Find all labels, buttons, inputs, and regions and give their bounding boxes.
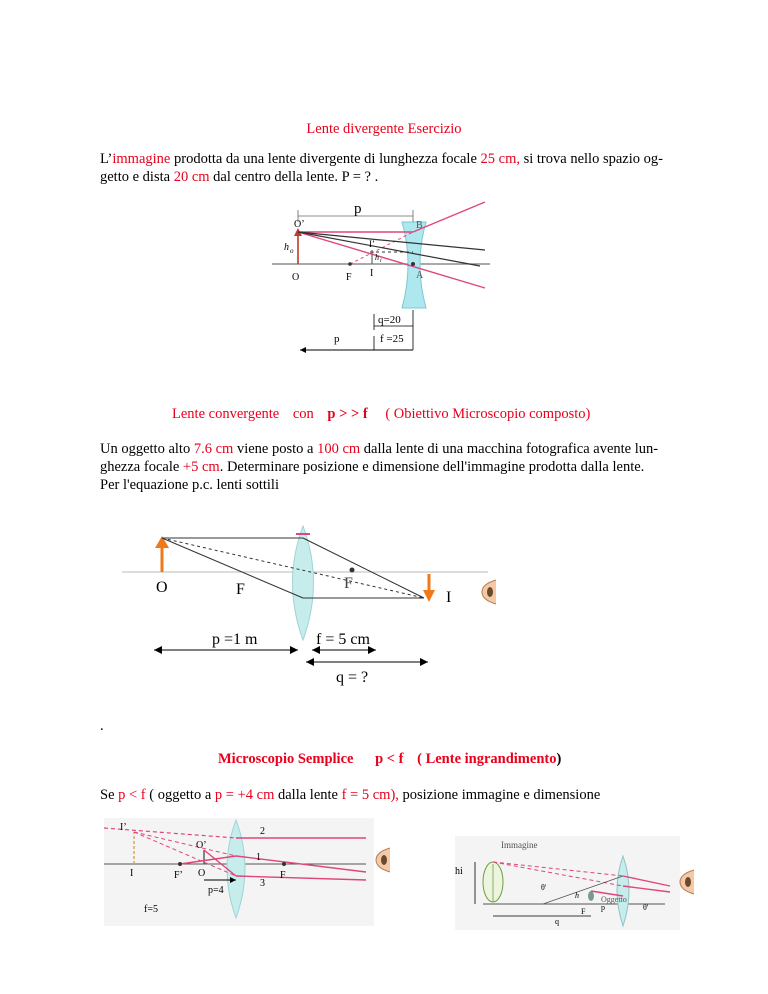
s3-p: p = +4 cm <box>214 787 275 803</box>
s2-height: 7.6 cm <box>193 441 234 457</box>
fig2-I: I <box>446 589 452 606</box>
s2-text: viene posto a <box>233 441 318 457</box>
s2-title-c: p > > f <box>327 406 368 422</box>
fig4-hi: hi <box>455 866 463 877</box>
fig3-Oprime: O’ <box>196 840 207 851</box>
fig4-F: F <box>581 907 586 916</box>
s3-title-d: ) <box>556 751 562 767</box>
stray-dot: . <box>100 718 104 734</box>
fig3-Fprime: F’ <box>174 870 183 881</box>
fig4-theta: θ' <box>643 903 649 912</box>
fig3-O: O <box>198 868 206 879</box>
fig3-f: f=5 <box>144 904 158 915</box>
lens-shape <box>293 526 314 640</box>
fig4-immagine: Immagine <box>501 840 538 850</box>
fig1-f: f =25 <box>380 333 404 345</box>
s2-title-b: con <box>292 406 314 422</box>
fig1-A: A <box>416 270 424 281</box>
s1-text: prodotta da una lente divergente di lunghezza focale <box>170 151 481 167</box>
fig1-p: p <box>354 201 362 217</box>
s3-text: dalla lente <box>274 787 342 803</box>
fig1-hi: h <box>375 253 379 262</box>
fig3-1: 1 <box>256 852 261 863</box>
fig1-F: F <box>346 272 352 283</box>
figure-converging-lens <box>120 522 490 702</box>
s1-text: L’ <box>100 151 113 167</box>
s2-text: Per l'equazione p.c. lenti sottili <box>100 477 279 493</box>
fig2-f: f = 5 cm <box>316 631 370 648</box>
s1-immagine: immagine <box>112 151 171 167</box>
fig3-2: 2 <box>260 826 265 837</box>
s1-dist: 20 cm <box>173 169 210 185</box>
eye-icon <box>372 846 392 874</box>
figure-magnifier <box>455 836 680 930</box>
fig2-F: F <box>236 581 245 598</box>
s3-title-a: Microscopio Semplice <box>218 751 354 767</box>
fig1-hi-sub: i <box>380 258 382 264</box>
s2-text: Un oggetto alto <box>100 441 194 457</box>
fig4-theta-prime: θ' <box>541 883 547 892</box>
fig3-I: I <box>130 868 134 879</box>
section3-title <box>218 750 561 768</box>
figure-diverging-lens <box>270 200 510 360</box>
s1-text: dal centro della lente. P = ? . <box>209 169 379 185</box>
fig4-p: p <box>601 903 605 912</box>
section1-paragraph <box>100 150 680 186</box>
fig2-F2: F <box>344 575 353 592</box>
s2-focal: +5 cm <box>182 459 220 475</box>
fig1-q: q=20 <box>378 314 401 326</box>
fig1-I: I <box>370 268 374 279</box>
eye-icon <box>478 578 498 606</box>
fig4-oggetto: Oggetto <box>601 895 627 904</box>
fig2-O: O <box>156 579 168 596</box>
fig2-p: p =1 m <box>212 631 258 648</box>
fig1-Iprime: I’ <box>369 239 375 249</box>
s1-text: getto e dista <box>100 169 174 185</box>
fig1-ho: h <box>284 242 289 253</box>
fig1-ho-sub: o <box>290 247 294 255</box>
fig4-q: q <box>555 917 559 926</box>
s3-text: posizione immagine e dimensione <box>398 787 601 803</box>
fig1-B: B <box>416 220 423 231</box>
s1-text: si trova nello spazio og- <box>519 151 663 167</box>
section2-title <box>172 405 590 423</box>
fig3-Iprime: I’ <box>120 822 127 833</box>
fig4-h: h <box>575 891 579 900</box>
eye-icon <box>676 868 696 896</box>
s2-title-d: ( Obiettivo Microscopio composto) <box>385 406 591 422</box>
s2-text: . Determinare posizione e dimensione dell'immagine prodotta dalla lente. <box>219 459 645 475</box>
s3-text: ( oggetto a <box>145 787 215 803</box>
fig1-O: O <box>292 272 300 283</box>
s2-text: ghezza focale <box>100 459 183 475</box>
s3-title-c: ( Lente ingrandimento <box>417 751 557 767</box>
figure-simple-microscope <box>104 818 374 926</box>
s3-f: f = 5 cm), <box>341 787 399 803</box>
s3-cond: p < f <box>118 787 146 803</box>
fig1-p-low: p <box>334 333 340 345</box>
fig3-F: F <box>280 870 286 881</box>
s3-text: Se <box>100 787 119 803</box>
section3-paragraph <box>100 786 700 804</box>
s2-text: dalla lente di una macchina fotografica avente lun- <box>360 441 659 457</box>
fig3-p: p=4 <box>208 885 224 896</box>
section2-paragraph <box>100 440 700 494</box>
s3-title-b: p < f <box>375 751 404 767</box>
fig2-q: q = ? <box>336 669 369 686</box>
s2-title-a: Lente convergente <box>172 406 280 422</box>
fig1-Oprime: O’ <box>294 219 305 230</box>
s1-focal: 25 cm, <box>480 151 520 167</box>
s2-distance: 100 cm <box>317 441 361 457</box>
fig3-3: 3 <box>260 878 265 889</box>
section1-title: Lente divergente Esercizio <box>306 121 462 137</box>
